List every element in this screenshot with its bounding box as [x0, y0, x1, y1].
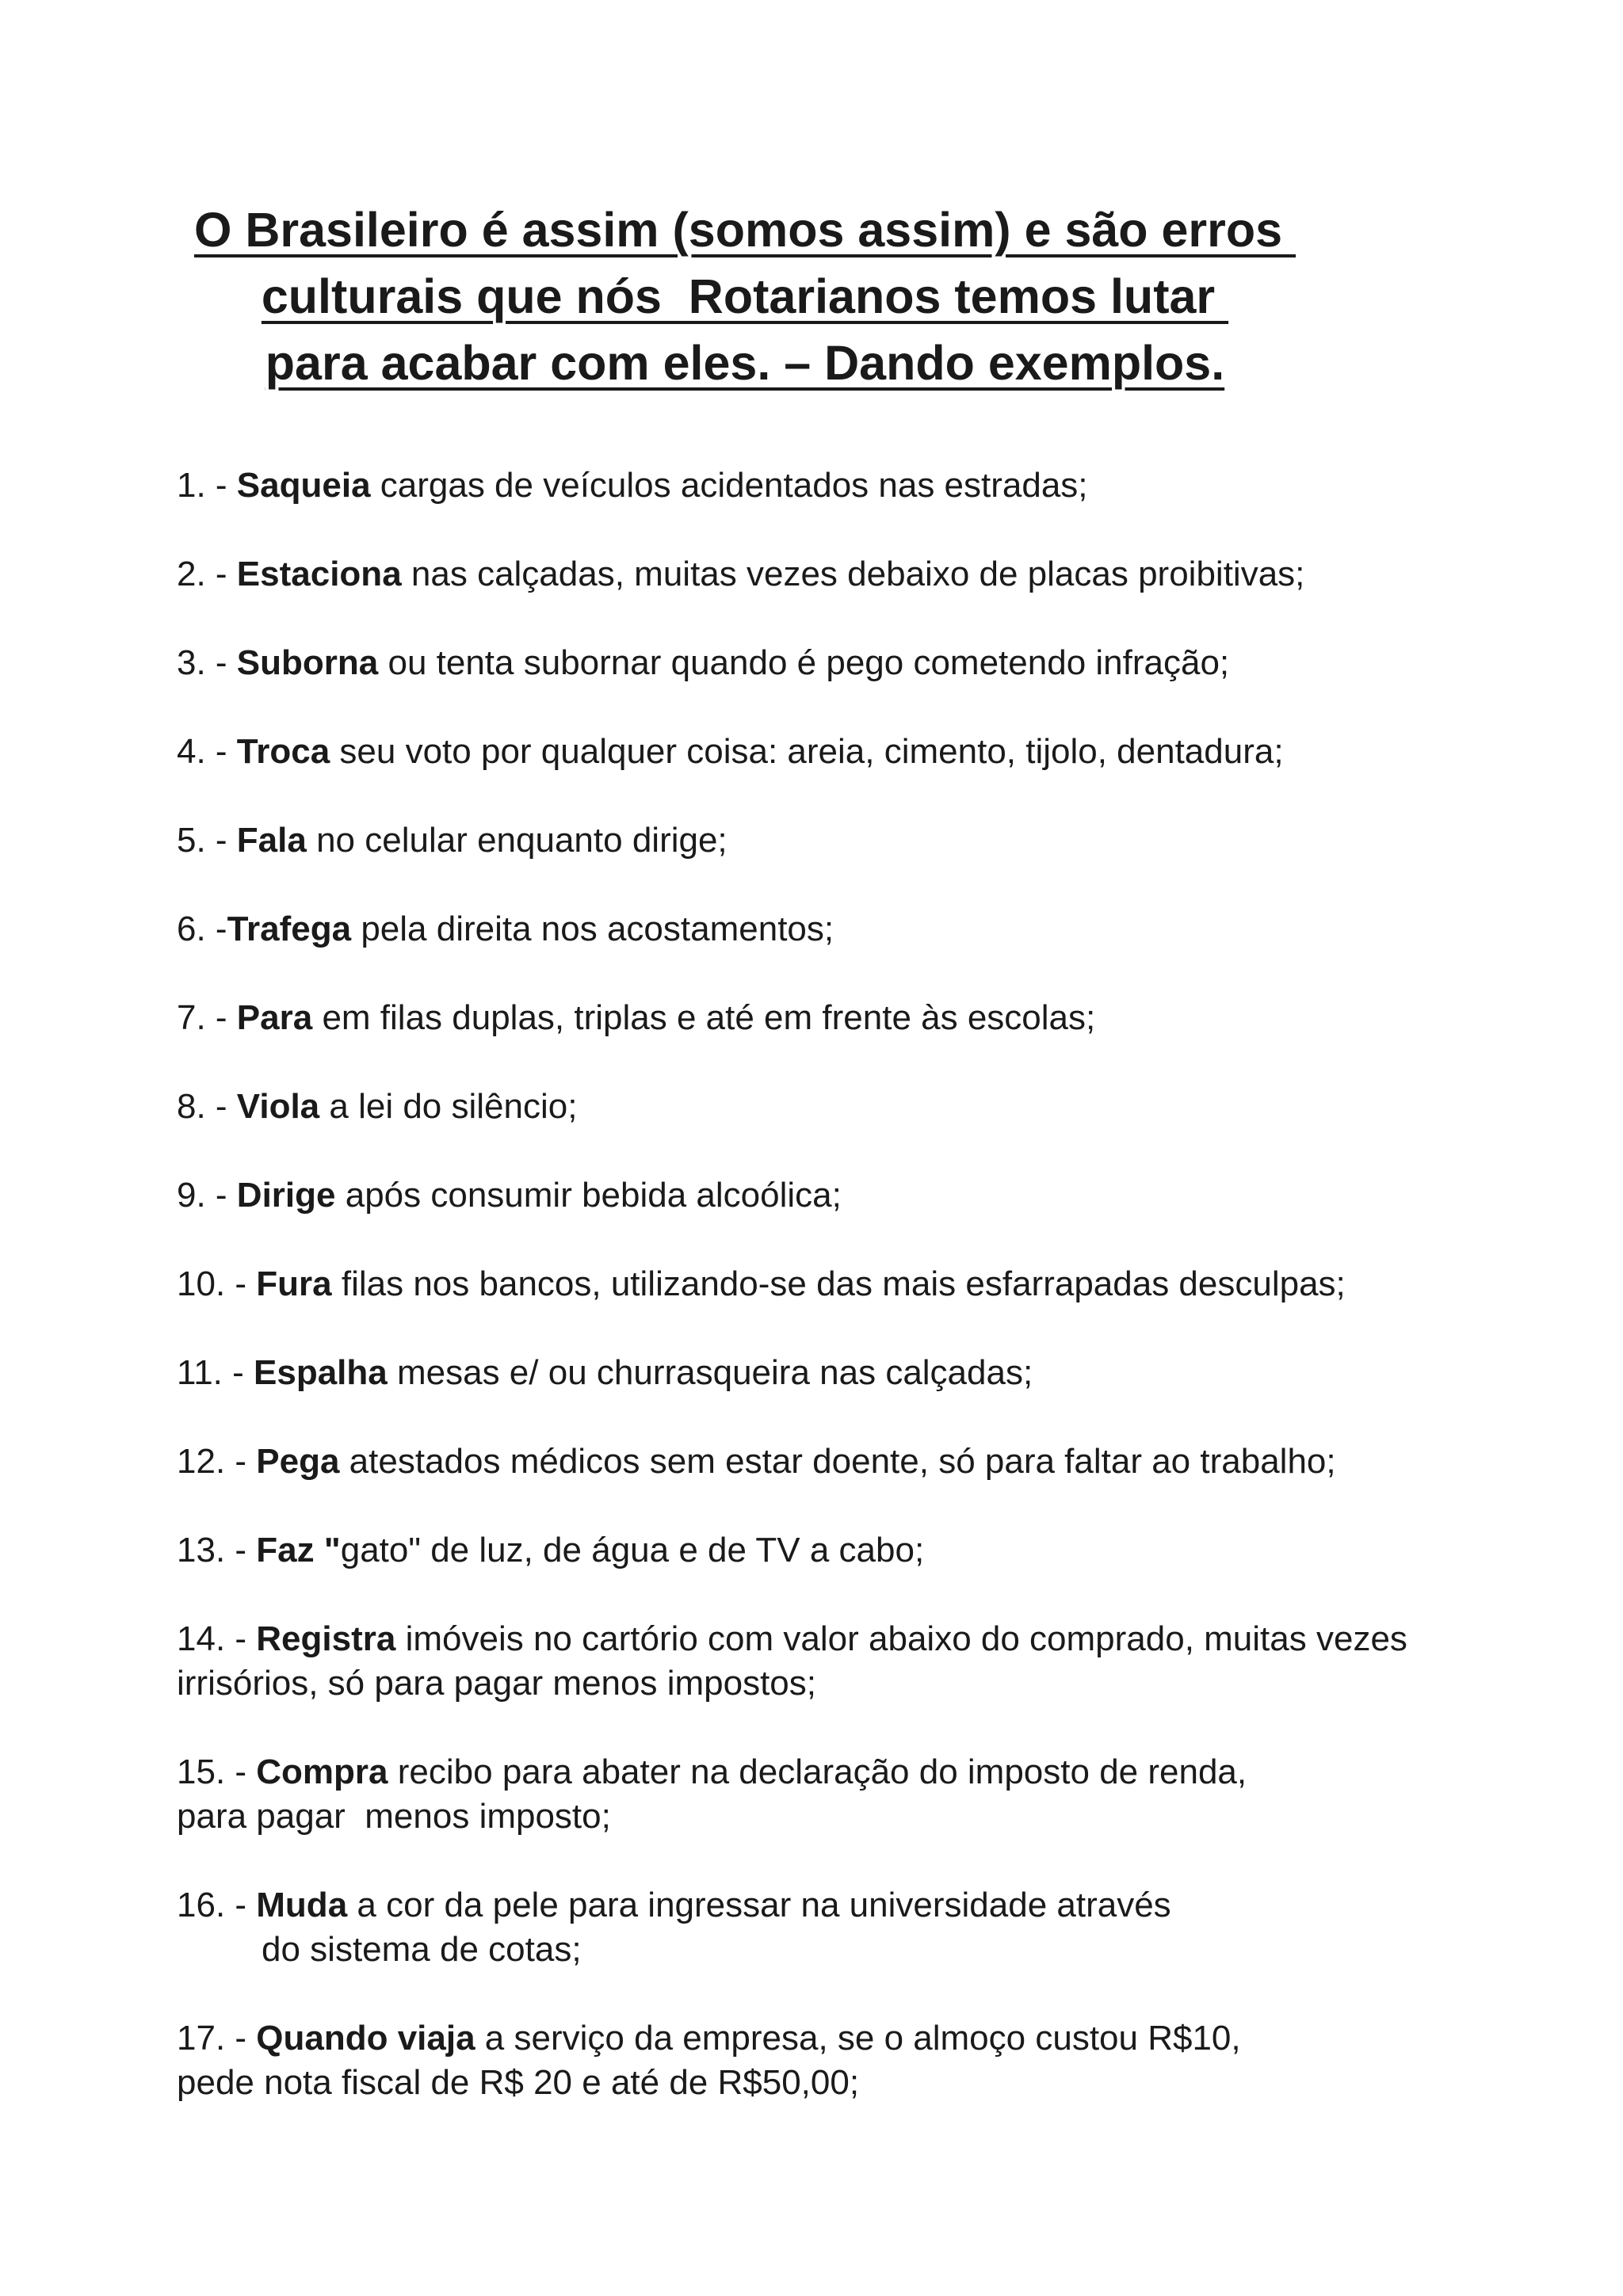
- item-keyword: Suborna: [236, 643, 379, 682]
- item-keyword: Para: [236, 998, 313, 1037]
- list-item: [177, 1528, 924, 1573]
- item-keyword: Saqueia: [236, 466, 371, 505]
- item-keyword: Quando viaja: [256, 2019, 475, 2058]
- item-continuation: irrisórios, só para pagar menos impostos;: [177, 1664, 816, 1703]
- item-keyword: Pega: [256, 1442, 340, 1481]
- item-number: 10. -: [177, 1264, 257, 1303]
- item-keyword: Viola: [236, 1087, 320, 1126]
- item-keyword: Espalha: [254, 1353, 388, 1392]
- item-number: 2. -: [177, 555, 237, 593]
- list-item: [177, 1351, 1033, 1395]
- item-text: cargas de veículos acidentados nas estradas;: [370, 466, 1088, 505]
- item-text: atestados médicos sem estar doente, só para faltar ao trabalho;: [339, 1442, 1336, 1481]
- item-keyword: Fala: [236, 821, 307, 860]
- item-text: recibo para abater na declaração do imposto de renda,: [388, 1753, 1247, 1791]
- item-keyword: Registra: [256, 1619, 396, 1658]
- title-line-1: O Brasileiro é assim (somos assim) e são erros: [193, 203, 1296, 257]
- item-text: ou tenta subornar quando é pego cometendo infração;: [378, 643, 1230, 682]
- item-text: filas nos bancos, utilizando-se das mais esfarrapadas desculpas;: [331, 1264, 1346, 1303]
- list-item: [177, 1750, 1247, 1839]
- list-item: [177, 996, 1095, 1040]
- item-keyword: Fura: [256, 1264, 332, 1303]
- item-text: seu voto por qualquer coisa: areia, cimento, tijolo, dentadura;: [330, 732, 1284, 771]
- item-continuation: do sistema de cotas;: [262, 1930, 582, 1969]
- item-text: no celular enquanto dirige;: [306, 821, 727, 860]
- item-text: em filas duplas, triplas e até em frente às escolas;: [312, 998, 1096, 1037]
- item-number: 3. -: [177, 643, 237, 682]
- list-item: [177, 1262, 1346, 1306]
- item-text: a cor da pele para ingressar na universidade através: [347, 1886, 1171, 1924]
- item-keyword: Trafega: [227, 910, 352, 948]
- item-continuation: para pagar menos imposto;: [177, 1797, 611, 1836]
- item-text: a serviço da empresa, se o almoço custou R$10,: [475, 2019, 1241, 2058]
- list-item: [177, 1173, 842, 1218]
- list-item: [177, 1440, 1336, 1484]
- item-number: 7. -: [177, 998, 237, 1037]
- item-number: 4. -: [177, 732, 237, 771]
- title-line-2: culturais que nós Rotarianos temos lutar: [261, 269, 1229, 323]
- list-item: [177, 907, 834, 952]
- item-number: 9. -: [177, 1176, 237, 1215]
- item-text: após consumir bebida alcoólica;: [335, 1176, 842, 1215]
- item-number: 14. -: [177, 1619, 257, 1658]
- list-item: [177, 1883, 1171, 1972]
- item-text: gato" de luz, de água e de TV a cabo;: [340, 1531, 925, 1569]
- list-item: [177, 1617, 1407, 1706]
- list-item: [177, 1085, 577, 1129]
- item-text: a lei do silêncio;: [319, 1087, 578, 1126]
- list-item: [177, 552, 1304, 597]
- item-number: 6. -: [177, 910, 227, 948]
- item-text: pela direita nos acostamentos;: [351, 910, 834, 948]
- item-keyword: Dirige: [236, 1176, 336, 1215]
- title-line-3: para acabar com eles. – Dando exemplos.: [265, 336, 1225, 390]
- list-item: [177, 818, 727, 863]
- list-item: [177, 463, 1088, 508]
- item-text: imóveis no cartório com valor abaixo do comprado, muitas vezes: [395, 1619, 1407, 1658]
- item-number: 5. -: [177, 821, 237, 860]
- item-text: nas calçadas, muitas vezes debaixo de placas proibitivas;: [401, 555, 1305, 593]
- page-title: [119, 196, 1371, 396]
- item-number: 16. -: [177, 1886, 257, 1924]
- list-item: [177, 2016, 1241, 2105]
- item-number: 12. -: [177, 1442, 257, 1481]
- item-text: mesas e/ ou churrasqueira nas calçadas;: [387, 1353, 1033, 1392]
- item-number: 11. -: [177, 1353, 254, 1392]
- item-number: 8. -: [177, 1087, 237, 1126]
- item-keyword: Troca: [236, 732, 330, 771]
- item-keyword: Muda: [256, 1886, 348, 1924]
- item-number: 1. -: [177, 466, 237, 505]
- list-item: [177, 730, 1284, 774]
- item-keyword: Estaciona: [236, 555, 402, 593]
- item-number: 15. -: [177, 1753, 257, 1791]
- item-number: 17. -: [177, 2019, 257, 2058]
- item-keyword: Compra: [256, 1753, 388, 1791]
- list-item: [177, 641, 1229, 685]
- item-continuation: pede nota fiscal de R$ 20 e até de R$50,00;: [177, 2063, 860, 2102]
- item-number: 13. -: [177, 1531, 257, 1569]
- item-keyword: Faz ": [256, 1531, 341, 1569]
